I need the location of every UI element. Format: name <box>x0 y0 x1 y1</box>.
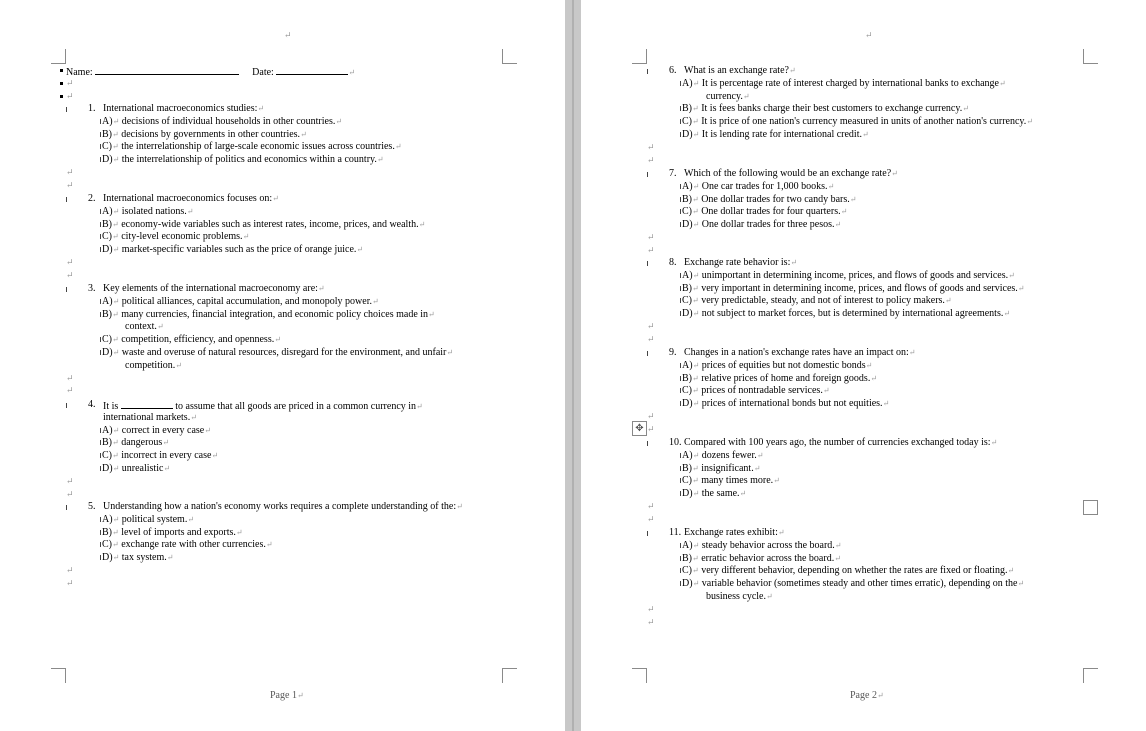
question-number-text: 3. <box>88 283 96 294</box>
list-indent-marker <box>100 466 101 471</box>
list-indent-marker <box>680 119 681 124</box>
stem-text: It is <box>103 401 119 412</box>
answer-option[interactable]: B)↵ very important in determining income, prices, and flows of goods and services.↵ <box>682 282 1025 294</box>
option-text: context. <box>125 321 157 333</box>
answer-option[interactable]: A)↵ political alliances, capital accumulation, and monopoly power.↵ <box>102 295 379 307</box>
option-text: very predictable, steady, and not of interest to policy makers. <box>701 295 945 307</box>
option-text: It is fees banks charge their best customers to exchange currency. <box>701 103 963 115</box>
question-stem[interactable]: Understanding how a nation's economy works requires a complete understanding of the:↵ <box>103 501 463 512</box>
margin-corner-top-right <box>1083 49 1098 64</box>
question-stem-continued: international markets.↵ <box>103 411 197 423</box>
list-indent-marker <box>680 197 681 202</box>
stem-text: Key elements of the international macroeconomy are: <box>103 283 318 294</box>
answer-option-continued: business cycle.↵ <box>706 591 773 602</box>
stem-text: International macroeconomics focuses on: <box>103 193 273 204</box>
option-letter: A) <box>682 180 693 192</box>
paragraph-mark: ↵ <box>66 179 74 190</box>
list-indent-marker <box>680 543 681 548</box>
paragraph-mark: ↵ <box>647 333 655 344</box>
option-text: many currencies, financial integration, and economic policy choices made in <box>121 308 429 320</box>
answer-option[interactable]: B)↵ relative prices of home and foreign goods.↵ <box>682 372 878 384</box>
list-indent-marker <box>647 261 648 266</box>
option-text: not subject to market forces, but is determined by international agreements. <box>701 308 1004 320</box>
margin-checkbox[interactable] <box>1083 500 1098 515</box>
paragraph-mark: ↵ <box>66 257 74 267</box>
list-indent-marker <box>680 222 681 227</box>
stem-text: What is an exchange rate? <box>684 65 789 76</box>
option-letter: A) <box>682 539 693 551</box>
list-indent-marker <box>680 311 681 316</box>
answer-option[interactable]: A)↵ decisions of individual households in other countries.↵ <box>102 115 343 127</box>
list-indent-marker <box>680 286 681 291</box>
question-number-text: 10. <box>669 437 682 448</box>
name-label: Name: <box>66 67 93 78</box>
answer-option[interactable]: C)↵ One dollar trades for four quarters.↵ <box>682 206 848 218</box>
list-indent-marker <box>680 363 681 368</box>
paragraph-mark: ↵ <box>66 167 74 177</box>
option-text: erratic behavior across the board. <box>701 552 835 564</box>
answer-option[interactable]: A)↵ It is percentage rate of interest charged by international banks to exchange↵ <box>682 77 1006 89</box>
option-text: decisions by governments in other countries. <box>121 128 301 140</box>
list-indent-marker <box>100 440 101 445</box>
option-text: relative prices of home and foreign goods. <box>701 372 871 384</box>
option-letter: C) <box>102 231 112 243</box>
answer-option[interactable]: D)↵ market-specific variables such as the price of orange juice.↵ <box>102 244 364 256</box>
margin-corner-bottom-right <box>1083 668 1098 683</box>
option-text: decisions of individual households in other countries. <box>121 115 336 127</box>
list-indent-marker <box>647 69 648 74</box>
paragraph-mark: ↵ <box>647 513 655 524</box>
answer-option[interactable]: D)↵ prices of international bonds but not equities.↵ <box>682 398 890 410</box>
list-indent-marker <box>66 403 67 408</box>
margin-corner-top-right <box>502 49 517 64</box>
question-number-text: 9. <box>669 347 677 358</box>
answer-option[interactable]: D)↵ tax system.↵ <box>102 552 174 564</box>
list-indent-marker <box>680 491 681 496</box>
option-letter: D) <box>682 578 693 590</box>
date-label: Date: <box>252 67 274 78</box>
paragraph-mark: ↵ <box>647 501 655 511</box>
answer-option[interactable]: A)↵ isolated nations.↵ <box>102 205 194 217</box>
answer-option[interactable]: D)↵ One dollar trades for three pesos.↵ <box>682 219 842 231</box>
question-number-text: 6. <box>669 65 677 76</box>
option-letter: C) <box>682 206 692 218</box>
list-indent-marker <box>680 81 681 86</box>
answer-option[interactable]: B)↵ economy-wide variables such as interest rates, income, prices, and wealth.↵ <box>102 218 426 230</box>
stem-text: Exchange rates exhibit: <box>684 527 778 538</box>
question-stem[interactable]: Key elements of the international macroeconomy are:↵ <box>103 283 325 294</box>
answer-option[interactable]: A)↵ correct in every case↵ <box>102 424 211 436</box>
list-indent-marker <box>100 234 101 239</box>
option-text: many times more. <box>701 475 774 487</box>
answer-option-continued: competition.↵ <box>125 359 182 371</box>
list-indent-marker <box>100 209 101 214</box>
list-indent-marker <box>100 350 101 355</box>
paragraph-mark: ↵ <box>66 372 74 383</box>
question-stem[interactable]: Exchange rate behavior is:↵ <box>684 257 798 268</box>
list-indent-marker <box>100 555 101 560</box>
document-page-1[interactable] <box>0 0 565 731</box>
list-bullet <box>60 82 63 85</box>
list-indent-marker <box>100 542 101 547</box>
answer-option[interactable]: C)↵ very predictable, steady, and not of interest to policy makers.↵ <box>682 295 952 307</box>
list-indent-marker <box>100 119 101 124</box>
option-text: very different behavior, depending on whether the rates are fixed or floating. <box>701 565 1008 577</box>
question-number <box>88 103 96 115</box>
option-letter: B) <box>102 308 112 320</box>
option-text: business cycle. <box>706 591 766 602</box>
option-letter: A) <box>102 513 113 525</box>
list-indent-marker <box>680 273 681 278</box>
option-text: insignificant. <box>701 462 754 474</box>
option-text: the same. <box>701 488 740 500</box>
question-number <box>669 257 677 269</box>
option-text: correct in every case <box>121 424 205 436</box>
paragraph-mark: ↵ <box>647 141 655 152</box>
answer-option-continued: context.↵ <box>125 321 164 333</box>
document-page-2[interactable] <box>581 0 1146 731</box>
question-stem[interactable]: Compared with 100 years ago, the number of currencies exchanged today is:↵ <box>684 437 998 448</box>
list-indent-marker <box>680 209 681 214</box>
list-indent-marker <box>100 517 101 522</box>
question-number-text: 4. <box>88 399 96 410</box>
stem-text: Which of the following would be an exchange rate? <box>684 168 892 179</box>
list-indent-marker <box>100 247 101 252</box>
option-text: political system. <box>121 513 188 525</box>
answer-option[interactable]: C)↵ city-level economic problems.↵ <box>102 231 250 243</box>
question-stem[interactable]: What is an exchange rate?↵ <box>684 65 796 76</box>
option-letter: D) <box>682 488 693 500</box>
margin-corner-top-left <box>632 49 647 64</box>
option-letter: B) <box>102 128 112 140</box>
list-indent-marker <box>680 132 681 137</box>
page-gutter-divider <box>572 0 574 731</box>
paragraph-mark: ↵ <box>66 475 74 486</box>
option-letter: D) <box>682 398 693 410</box>
fill-in-blank[interactable] <box>121 399 173 409</box>
answer-option[interactable]: D)↵ not subject to market forces, but is determined by international agreements.↵ <box>682 308 1011 320</box>
option-text: prices of equities but not domestic bonds <box>701 359 866 371</box>
answer-option[interactable]: B)↵ many currencies, financial integration, and economic policy choices made in↵ <box>102 308 435 320</box>
list-indent-marker <box>680 568 681 573</box>
paragraph-mark: ↵ <box>284 30 292 40</box>
option-text: unrealistic <box>121 463 164 474</box>
option-letter: A) <box>102 115 113 127</box>
list-indent-marker <box>680 466 681 471</box>
option-text: very important in determining income, prices, and flows of goods and services. <box>701 282 1018 294</box>
table-move-handle-icon[interactable]: ✥ <box>632 421 647 436</box>
paragraph-mark: ↵ <box>66 91 74 101</box>
list-indent-marker <box>66 197 67 202</box>
option-letter: D) <box>102 347 113 358</box>
option-letter: C) <box>102 450 112 462</box>
option-letter: A) <box>682 449 693 461</box>
option-letter: B) <box>682 103 692 115</box>
list-indent-marker <box>66 287 67 292</box>
answer-option[interactable]: B)↵ It is fees banks charge their best customers to exchange currency.↵ <box>682 103 969 115</box>
list-indent-marker <box>100 157 101 162</box>
answer-option-continued: currency.↵ <box>706 90 750 102</box>
stem-text: Changes in a nation's exchange rates have an impact on: <box>684 347 909 358</box>
answer-option[interactable]: C)↵ exchange rate with other currencies.↵ <box>102 539 273 551</box>
margin-corner-bottom-right <box>502 668 517 683</box>
question-stem[interactable]: It is to assume that all goods are priced in a common currency in↵ <box>103 401 423 412</box>
paragraph-mark: ↵ <box>865 30 873 40</box>
option-letter: B) <box>682 282 692 294</box>
list-bullet <box>60 95 63 98</box>
option-text: currency. <box>706 90 743 102</box>
answer-option[interactable]: C)↵ many times more.↵ <box>682 475 780 487</box>
option-letter: C) <box>102 539 112 551</box>
paragraph-mark: ↵ <box>66 269 74 280</box>
question-number-text: 1. <box>88 103 96 114</box>
question-number <box>88 501 96 513</box>
answer-option[interactable]: C)↵ competition, efficiency, and openness.↵ <box>102 334 281 346</box>
list-indent-marker <box>680 453 681 458</box>
option-letter: B) <box>682 372 692 384</box>
option-text: incorrect in every case <box>121 450 212 462</box>
name-date-line[interactable]: Name: Date: ↵ <box>66 67 356 78</box>
answer-option[interactable]: B)↵ erratic behavior across the board.↵ <box>682 552 841 564</box>
answer-option[interactable]: C)↵ It is price of one nation's currency measured in units of another nation's currency.↵ <box>682 116 1033 128</box>
option-letter: A) <box>682 77 693 89</box>
question-number-text: 2. <box>88 193 96 204</box>
question-stem[interactable]: Which of the following would be an exchange rate?↵ <box>684 168 898 179</box>
list-indent-marker <box>680 478 681 483</box>
answer-option[interactable]: C)↵ prices of nontradable services.↵ <box>682 385 830 397</box>
answer-option[interactable]: A)↵ prices of equities but not domestic bonds↵ <box>682 359 873 371</box>
question-stem[interactable]: International macroeconomics studies:↵ <box>103 103 265 114</box>
list-indent-marker <box>680 184 681 189</box>
list-indent-marker <box>100 222 101 227</box>
question-number <box>669 168 677 180</box>
option-text: the interrelationship of politics and economics within a country. <box>121 154 377 166</box>
stem-text: to assume that all goods are priced in a common currency in <box>175 401 417 412</box>
answer-option[interactable]: D)↵ the same.↵ <box>682 488 747 500</box>
list-indent-marker <box>647 531 648 536</box>
option-letter: C) <box>682 565 692 577</box>
margin-corner-bottom-left <box>632 668 647 683</box>
list-indent-marker <box>66 107 67 112</box>
option-text: market-specific variables such as the price of orange juice. <box>121 244 357 256</box>
option-text: One car trades for 1,000 books. <box>701 180 828 192</box>
question-number <box>88 283 96 295</box>
answer-option[interactable]: D)↵ unrealistic↵ <box>102 463 171 474</box>
list-indent-marker <box>100 144 101 149</box>
paragraph-mark: ↵ <box>647 154 655 165</box>
option-text: steady behavior across the board. <box>701 539 835 551</box>
option-text: tax system. <box>121 552 167 564</box>
option-letter: C) <box>682 295 692 307</box>
list-bullet <box>60 69 63 72</box>
option-text: It is lending rate for international credit. <box>701 129 862 140</box>
question-number <box>669 527 681 539</box>
answer-option[interactable]: A)↵ steady behavior across the board.↵ <box>682 539 842 551</box>
paragraph-mark: ↵ <box>66 385 74 396</box>
answer-option[interactable]: A)↵ One car trades for 1,000 books.↵ <box>682 180 835 192</box>
option-letter: A) <box>682 359 693 371</box>
option-letter: D) <box>102 552 113 564</box>
option-text: exchange rate with other currencies. <box>121 539 266 551</box>
list-indent-marker <box>680 298 681 303</box>
stem-text: International macroeconomics studies: <box>103 103 258 114</box>
question-number-text: 7. <box>669 168 677 179</box>
question-stem[interactable]: Changes in a nation's exchange rates have an impact on:↵ <box>684 347 916 358</box>
answer-option[interactable]: D)↵ It is lending rate for international credit.↵ <box>682 129 869 140</box>
list-indent-marker <box>100 312 101 317</box>
question-stem[interactable]: International macroeconomics focuses on:↵ <box>103 193 279 204</box>
option-letter: D) <box>682 129 693 140</box>
answer-option[interactable]: A)↵ dozens fewer.↵ <box>682 449 764 461</box>
option-text: prices of nontradable services. <box>701 385 823 397</box>
list-indent-marker <box>680 401 681 406</box>
option-letter: D) <box>102 463 113 474</box>
name-blank[interactable] <box>95 65 239 75</box>
option-letter: D) <box>102 244 113 256</box>
answer-option[interactable]: B)↵ dangerous↵ <box>102 437 170 449</box>
answer-option[interactable]: D)↵ the interrelationship of politics and economics within a country.↵ <box>102 154 384 166</box>
answer-option[interactable]: C)↵ the interrelationship of large-scale economic issues across countries.↵ <box>102 141 402 153</box>
option-text: It is percentage rate of interest charged by international banks to exchange <box>701 77 999 89</box>
option-letter: A) <box>102 424 113 436</box>
option-text: waste and overuse of natural resources, disregard for the environment, and unfair <box>121 347 447 358</box>
option-letter: C) <box>682 475 692 487</box>
question-number <box>669 65 677 77</box>
option-letter: B) <box>682 462 692 474</box>
option-text: the interrelationship of large-scale economic issues across countries. <box>121 141 395 153</box>
paragraph-mark: ↵ <box>647 616 655 627</box>
answer-option[interactable]: C)↵ very different behavior, depending on whether the rates are fixed or floating.↵ <box>682 565 1015 577</box>
option-text: city-level economic problems. <box>121 231 243 243</box>
answer-option[interactable]: D)↵ waste and overuse of natural resources, disregard for the environment, and unfair↵ <box>102 347 454 358</box>
stem-text: international markets. <box>103 411 191 423</box>
paragraph-mark: ↵ <box>66 78 74 88</box>
question-number-text: 5. <box>88 501 96 512</box>
question-number <box>88 193 96 205</box>
list-indent-marker <box>100 132 101 137</box>
option-letter: C) <box>102 141 112 153</box>
list-indent-marker <box>680 376 681 381</box>
option-letter: D) <box>102 154 113 166</box>
answer-option[interactable]: A)↵ unimportant in determining income, prices, and flows of goods and services.↵ <box>682 269 1015 281</box>
paragraph-mark: ↵ <box>66 488 74 499</box>
stem-text: Compared with 100 years ago, the number of currencies exchanged today is: <box>684 437 991 448</box>
margin-corner-bottom-left <box>51 668 66 683</box>
paragraph-mark: ↵ <box>66 577 74 588</box>
list-indent-marker <box>100 530 101 535</box>
stem-text: Exchange rate behavior is: <box>684 257 791 268</box>
option-text: One dollar trades for two candy bars. <box>701 193 850 205</box>
page-footer: Page 2↵ <box>850 690 884 701</box>
paragraph-mark: ↵ <box>647 603 655 614</box>
option-letter: B) <box>102 437 112 449</box>
paragraph-mark: ↵ <box>647 411 655 421</box>
option-letter: A) <box>102 295 113 307</box>
option-text: dangerous <box>121 437 163 449</box>
option-letter: C) <box>682 116 692 128</box>
option-text: level of imports and exports. <box>121 526 236 538</box>
list-indent-marker <box>100 299 101 304</box>
list-indent-marker <box>647 172 648 177</box>
option-text: It is price of one nation's currency measured in units of another nation's currency. <box>701 116 1027 128</box>
option-text: competition, efficiency, and openness. <box>121 334 275 346</box>
list-indent-marker <box>100 453 101 458</box>
list-indent-marker <box>680 388 681 393</box>
list-indent-marker <box>680 581 681 586</box>
option-letter: A) <box>682 269 693 281</box>
paragraph-mark: ↵ <box>647 244 655 255</box>
paragraph-mark: ↵ <box>647 423 655 434</box>
option-letter: A) <box>102 205 113 217</box>
page-footer: Page 1↵ <box>270 690 304 701</box>
option-text: variable behavior (sometimes steady and other times erratic), depending on the <box>701 578 1018 590</box>
page-number: Page 2 <box>850 690 877 701</box>
question-number-text: 11. <box>669 527 682 538</box>
option-letter: C) <box>682 385 692 397</box>
option-letter: D) <box>682 219 693 231</box>
option-text: competition. <box>125 359 176 371</box>
option-text: One dollar trades for four quarters. <box>701 206 841 218</box>
question-stem[interactable]: Exchange rates exhibit:↵ <box>684 527 785 538</box>
answer-option[interactable]: B)↵ decisions by governments in other countries.↵ <box>102 128 307 140</box>
date-blank[interactable] <box>276 65 348 75</box>
question-number <box>669 437 682 449</box>
option-letter: D) <box>682 308 693 320</box>
answer-option[interactable]: B)↵ insignificant.↵ <box>682 462 761 474</box>
question-number <box>669 347 677 359</box>
list-indent-marker <box>647 351 648 356</box>
question-number <box>88 399 96 411</box>
answer-option[interactable]: D)↵ variable behavior (sometimes steady and other times erratic), depending on the↵ <box>682 578 1025 590</box>
option-text: One dollar trades for three pesos. <box>701 219 835 231</box>
list-indent-marker <box>100 337 101 342</box>
page-number: Page 1 <box>270 690 297 701</box>
option-letter: C) <box>102 334 112 346</box>
option-text: prices of international bonds but not equities. <box>701 398 883 410</box>
option-letter: B) <box>102 526 112 538</box>
paragraph-mark: ↵ <box>66 565 74 575</box>
list-indent-marker <box>680 106 681 111</box>
option-text: unimportant in determining income, prices, and flows of goods and services. <box>701 269 1009 281</box>
question-number-text: 8. <box>669 257 677 268</box>
list-indent-marker <box>66 505 67 510</box>
paragraph-mark: ↵ <box>647 321 655 331</box>
stem-text: Understanding how a nation's economy works requires a complete understanding of the: <box>103 501 457 512</box>
option-text: economy-wide variables such as interest rates, income, prices, and wealth. <box>121 218 419 230</box>
option-letter: B) <box>682 193 692 205</box>
option-text: political alliances, capital accumulation, and monopoly power. <box>121 295 372 307</box>
margin-corner-top-left <box>51 49 66 64</box>
answer-option[interactable]: B)↵ level of imports and exports.↵ <box>102 526 243 538</box>
answer-option[interactable]: B)↵ One dollar trades for two candy bars.↵ <box>682 193 857 205</box>
option-text: dozens fewer. <box>701 449 757 461</box>
list-indent-marker <box>647 441 648 446</box>
option-text: isolated nations. <box>121 205 187 217</box>
answer-option[interactable]: A)↵ political system.↵ <box>102 513 195 525</box>
answer-option[interactable]: C)↵ incorrect in every case↵ <box>102 450 219 462</box>
list-indent-marker <box>680 556 681 561</box>
paragraph-mark: ↵ <box>647 232 655 242</box>
option-letter: B) <box>102 218 112 230</box>
option-letter: B) <box>682 552 692 564</box>
list-indent-marker <box>100 428 101 433</box>
